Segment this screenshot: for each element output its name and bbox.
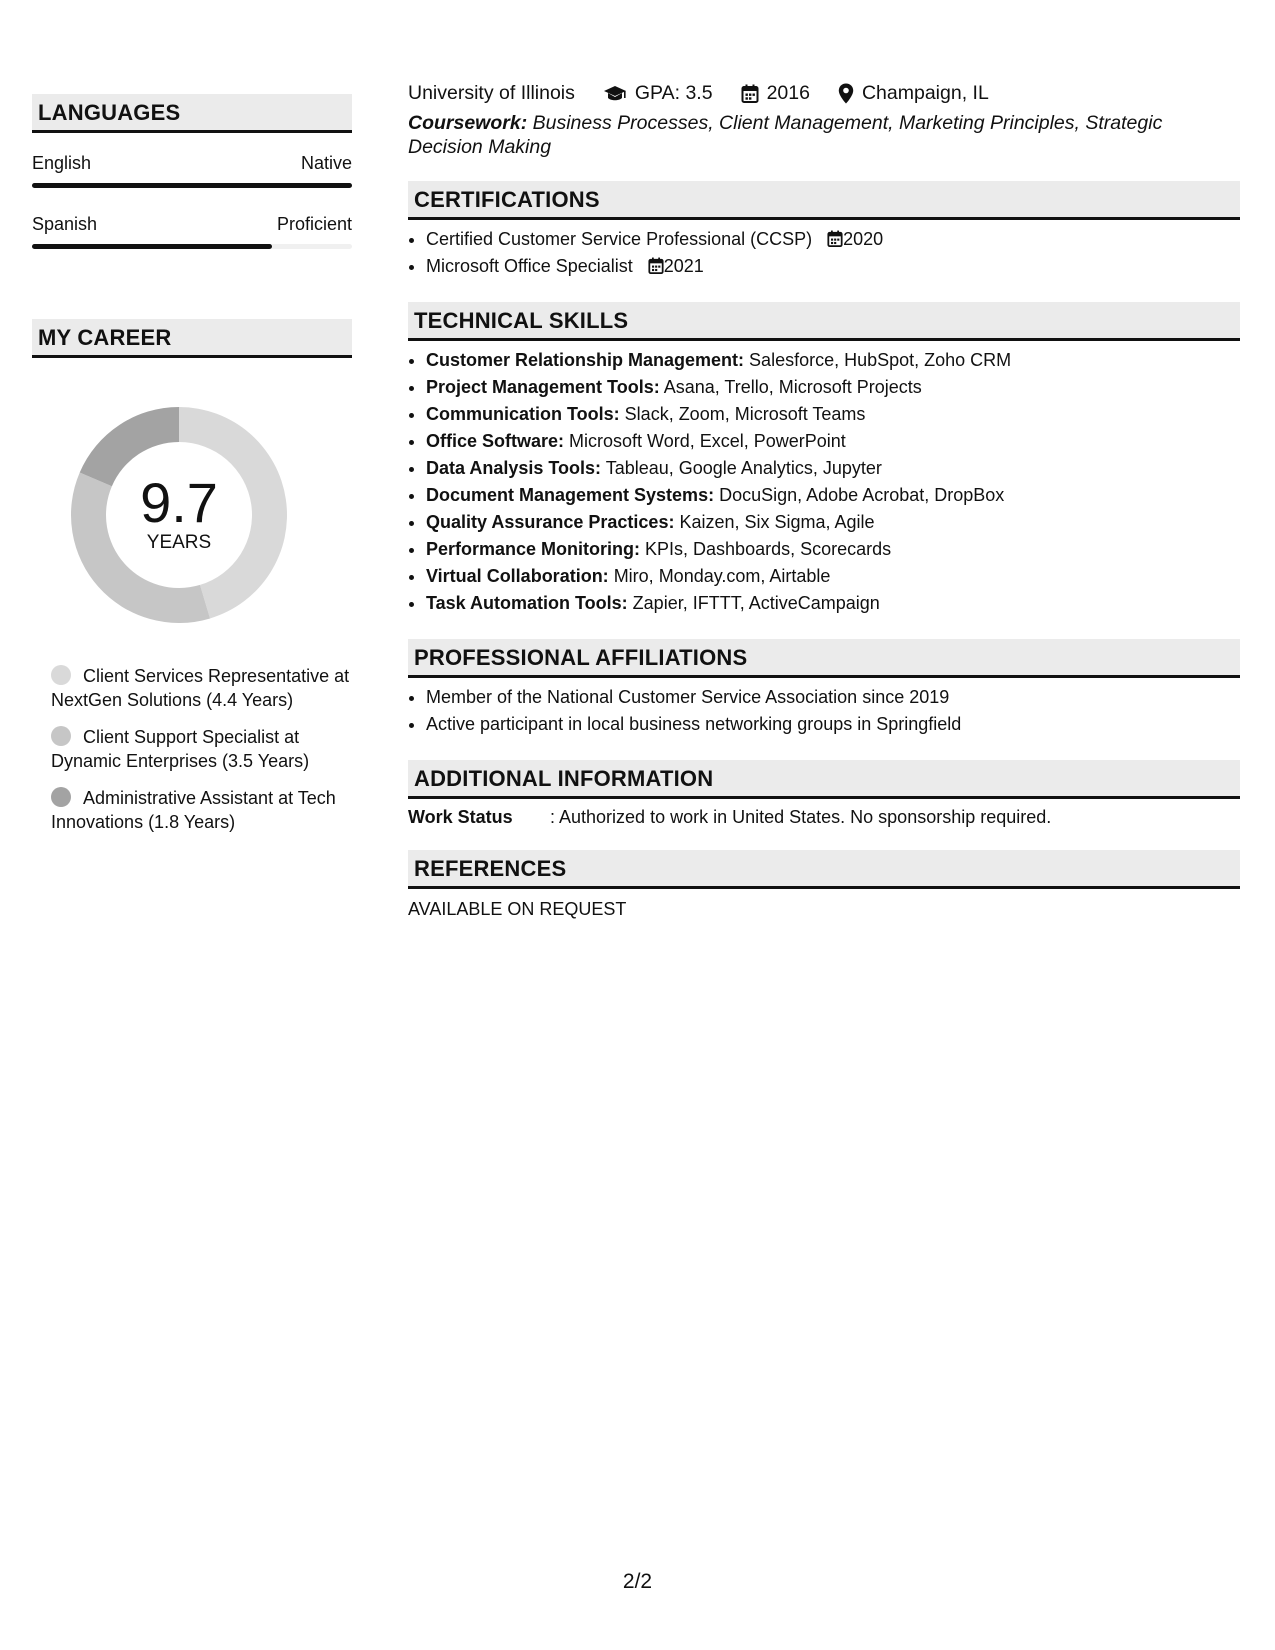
skill-values: Slack, Zoom, Microsoft Teams: [619, 404, 866, 424]
references-heading: REFERENCES: [408, 850, 1240, 889]
skill-values: Miro, Monday.com, Airtable: [608, 566, 831, 586]
certifications-heading: CERTIFICATIONS: [408, 181, 1240, 220]
skill-values: KPIs, Dashboards, Scorecards: [640, 539, 892, 559]
certification-item: [426, 226, 1240, 253]
language-level-fill: [32, 183, 352, 188]
gpa: GPA: 3.5: [634, 82, 713, 104]
legend-item: [51, 725, 352, 773]
calendar-icon: [648, 257, 664, 275]
languages-heading: LANGUAGES: [32, 94, 352, 133]
legend-label: Client Support Specialist at Dynamic Enterprises (3.5 Years): [51, 727, 310, 771]
work-status-row: [408, 807, 1240, 828]
coursework-list: Business Processes, Client Management, Marketing Principles, Strategic Decision Making: [408, 112, 1163, 158]
certification-year: 2021: [663, 256, 704, 276]
skill-item: [426, 536, 1240, 563]
certification-year: 2020: [843, 229, 884, 249]
skill-category: Performance Monitoring:: [426, 539, 641, 559]
language-level: Native: [300, 153, 352, 173]
language-name: Spanish: [32, 214, 98, 234]
work-status-label: Work Status: [408, 807, 513, 827]
references-section: [408, 850, 1240, 920]
language-level-bar: [32, 183, 352, 188]
additional-info-section: [408, 760, 1240, 828]
language-item: [32, 214, 352, 249]
career-donut-chart: [66, 402, 292, 628]
career-heading: MY CAREER: [32, 319, 352, 358]
legend-swatch: [51, 665, 71, 685]
page-number: 2/2: [622, 1570, 653, 1593]
skill-item: [426, 455, 1240, 482]
legend-item: [51, 664, 352, 712]
career-legend: [32, 664, 352, 834]
skill-values: Microsoft Word, Excel, PowerPoint: [564, 431, 846, 451]
legend-item: [51, 786, 352, 834]
skill-item: [426, 482, 1240, 509]
skill-category: Quality Assurance Practices:: [426, 512, 675, 532]
skill-values: Tableau, Google Analytics, Jupyter: [601, 458, 882, 478]
skill-values: DocuSign, Adobe Acrobat, DropBox: [714, 485, 1005, 505]
affiliations-section: [408, 639, 1240, 738]
work-status-value: : Authorized to work in United States. No sponsorship required.: [550, 807, 1052, 827]
skill-values: Zapier, IFTTT, ActiveCampaign: [627, 593, 880, 613]
skill-item: [426, 347, 1240, 374]
legend-swatch: [51, 787, 71, 807]
certifications-section: [408, 181, 1240, 280]
language-level-fill: [32, 244, 272, 249]
skill-category: Project Management Tools:: [426, 377, 660, 397]
career-total-years: 9.7: [140, 471, 218, 534]
skill-item: [426, 428, 1240, 455]
skill-category: Data Analysis Tools:: [426, 458, 602, 478]
language-level: Proficient: [276, 214, 352, 234]
language-item: [32, 153, 352, 188]
language-name: English: [32, 153, 92, 173]
legend-label: Client Services Representative at NextGen Solutions (4.4 Years): [51, 666, 350, 710]
technical-skills-heading: TECHNICAL SKILLS: [408, 302, 1240, 341]
calendar-icon: [827, 230, 843, 248]
right-column: [408, 82, 1240, 920]
skill-category: Communication Tools:: [426, 404, 620, 424]
affiliation-item: • Active participant in local business networking groups in Springfield: [426, 711, 1240, 738]
skill-values: Salesforce, HubSpot, Zoho CRM: [744, 350, 1012, 370]
skill-values: Kaizen, Six Sigma, Agile: [674, 512, 875, 532]
graduation-year: 2016: [766, 82, 810, 104]
legend-swatch: [51, 726, 71, 746]
technical-skills-section: [408, 302, 1240, 617]
skill-category: Task Automation Tools:: [426, 593, 628, 613]
education-line: [408, 82, 1240, 105]
coursework-label: Coursework:: [408, 112, 528, 134]
calendar-icon: [741, 84, 759, 104]
skill-item: [426, 401, 1240, 428]
language-level-bar: [32, 244, 352, 249]
graduation-cap-icon: [603, 85, 627, 103]
skill-item: [426, 509, 1240, 536]
left-column: [32, 94, 352, 847]
skill-category: Virtual Collaboration:: [426, 566, 609, 586]
career-years-label: YEARS: [146, 532, 212, 553]
additional-info-heading: ADDITIONAL INFORMATION: [408, 760, 1240, 799]
affiliation-item: • Member of the National Customer Service Association since 2019: [426, 684, 1240, 711]
skill-category: Document Management Systems:: [426, 485, 715, 505]
skill-values: Asana, Trello, Microsoft Projects: [659, 377, 922, 397]
coursework: [408, 111, 1240, 159]
references-text: AVAILABLE ON REQUEST: [408, 899, 627, 919]
location-pin-icon: [838, 83, 854, 104]
certification-item: [426, 253, 1240, 280]
certification-name: Certified Customer Service Professional (CCSP): [426, 229, 813, 249]
skill-category: Customer Relationship Management:: [426, 350, 745, 370]
skill-item: [426, 374, 1240, 401]
skill-item: [426, 590, 1240, 617]
certification-name: Microsoft Office Specialist: [426, 256, 633, 276]
skill-item: [426, 563, 1240, 590]
school-location: Champaign, IL: [861, 82, 989, 104]
affiliations-heading: PROFESSIONAL AFFILIATIONS: [408, 639, 1240, 678]
school-name: University of Illinois: [408, 82, 575, 104]
skill-category: Office Software:: [426, 431, 565, 451]
legend-label: Administrative Assistant at Tech Innovations (1.8 Years): [51, 788, 336, 832]
